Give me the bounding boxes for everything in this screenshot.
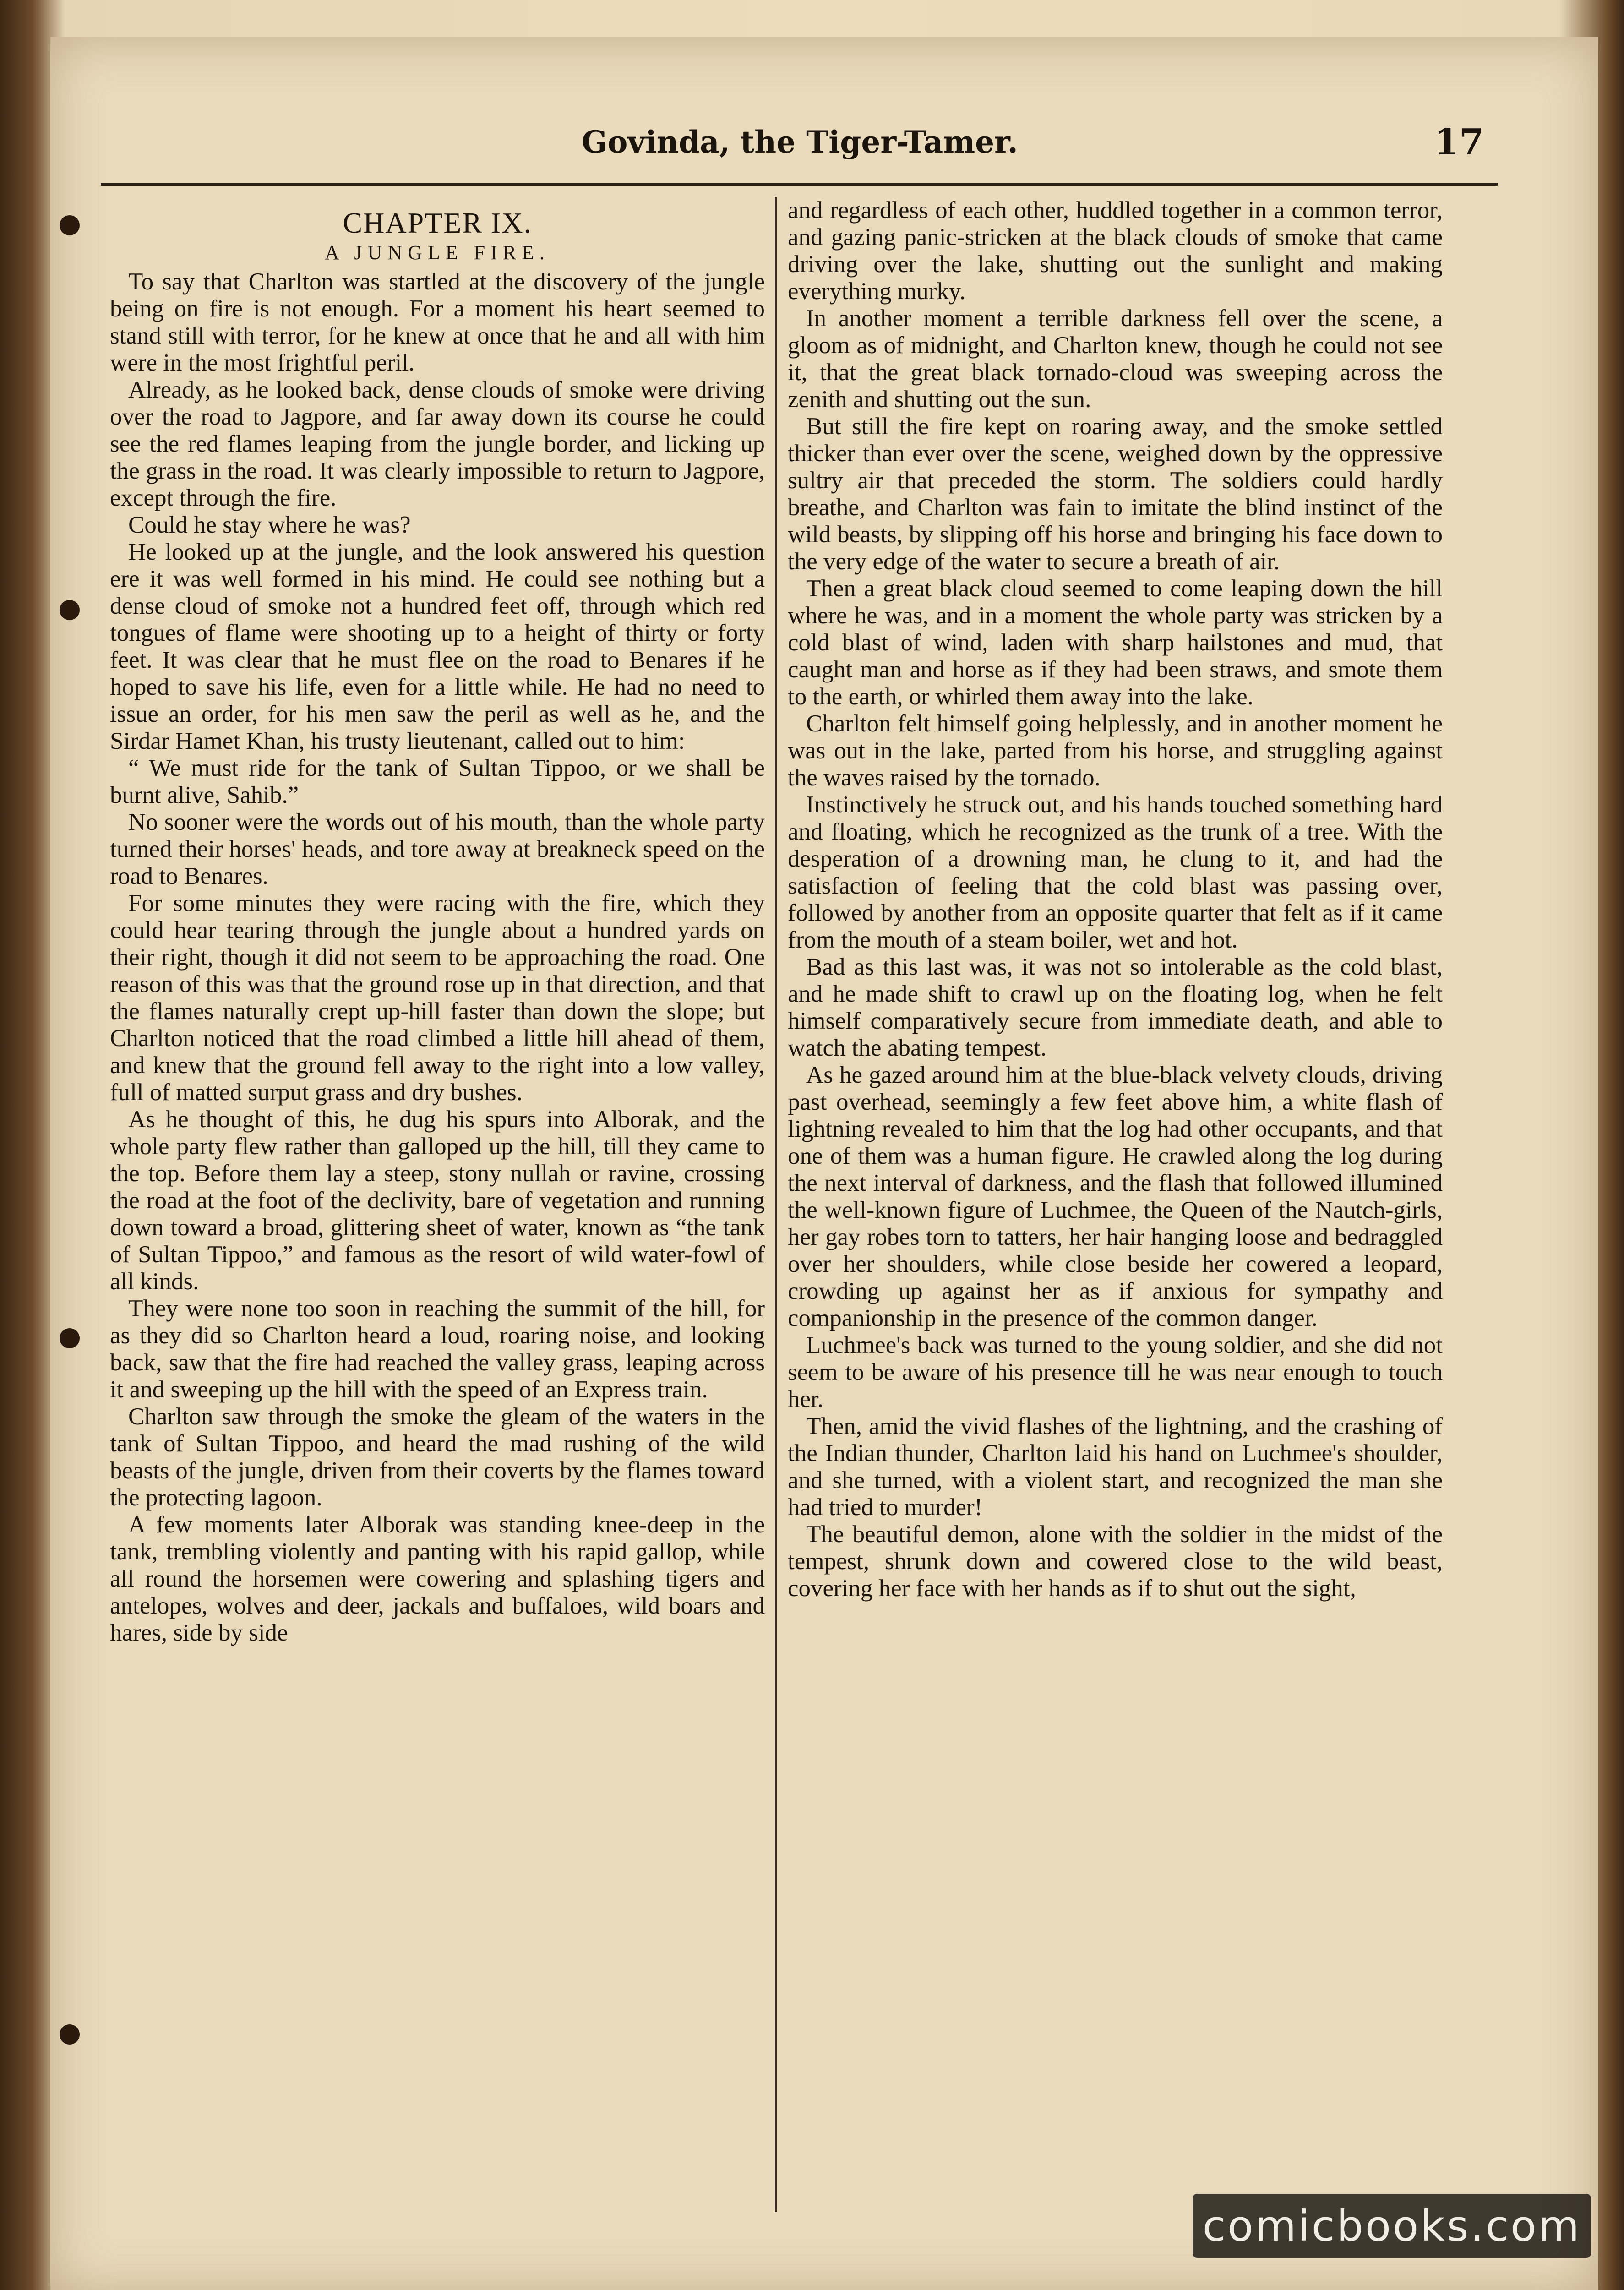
- header-rule: [101, 183, 1498, 186]
- paragraph: In another moment a terrible darkness fell over the scene, a gloom as of midnight, and Charlton knew, though he could not see it, that the great black tornado-cloud was sweeping across the zenith and shutting out the sun.: [788, 305, 1443, 413]
- page-number: 17: [1434, 121, 1484, 163]
- binding-hole: [60, 2024, 80, 2045]
- chapter-title: CHAPTER IX.: [343, 207, 532, 239]
- running-header: [527, 114, 1488, 169]
- paragraph: Instinctively he struck out, and his hands touched something hard and floating, which he recognized as the trunk of a tree. With the desperation of a drowning man, he clung to it, and had the satisfaction of feeling that the cold blast was passing over, followed by another from an opposite quarter that felt as if it came from the mouth of a steam boiler, wet and hot.: [788, 791, 1443, 953]
- paragraph: Then, amid the vivid flashes of the lightning, and the crashing of the Indian thunder, Charlton laid his hand on Luchmee's shoulder, and she turned, with a violent start, and recognized the man she had tried to murder!: [788, 1413, 1443, 1521]
- paragraph: To say that Charlton was startled at the discovery of the jungle being on fire is not enough. For a moment his heart seemed to stand still with terror, for he knew at once that he and all with him were in the most frightful peril.: [110, 268, 765, 376]
- column-divider: [775, 197, 777, 2212]
- paragraph: Could he stay where he was?: [128, 512, 411, 538]
- binding-hole: [60, 1328, 80, 1348]
- paragraph: Charlton saw through the smoke the gleam of the waters in the tank of Sultan Tippoo, and heard the mad rushing of the wild beasts of the jungle, driven from their coverts by the flames toward the protecting lagoon.: [110, 1403, 765, 1511]
- paragraph: and regardless of each other, huddled together in a common terror, and gazing panic-stricken at the black clouds of smoke that came driving over the lake, shutting out the sunlight and making everything murky.: [788, 197, 1443, 305]
- paragraph: Already, as he looked back, dense clouds of smoke were driving over the road to Jagpore, and far away down its course he could see the red flames leaping from the jungle border, and licking up the grass in the road. It was clearly impossible to return to Jagpore, except through the fire.: [110, 376, 765, 511]
- running-title: Govinda, the Tiger-Tamer.: [582, 124, 1018, 160]
- paragraph: They were none too soon in reaching the summit of the hill, for as they did so Charlton heard a loud, roaring noise, and looking back, saw that the fire had reached the valley grass, leaping across it and sweeping up the hill with the speed of an Express train.: [110, 1295, 765, 1403]
- paragraph: As he gazed around him at the blue-black velvety clouds, driving past overhead, seemingly a few feet above him, a white flash of lightning revealed to him that the log had other occupants, and that one of them was a human figure. He crawled along the log during the next interval of darkness, and the flash that followed illumined the well-known figure of Luchmee, the Queen of the Nautch-girls, her gay robes torn to tatters, her hair hanging loose and bedraggled over her shoulders, while close beside her cowered a leopard, crowding up against her as if anxious for sympathy and companionship in the presence of the common danger.: [788, 1062, 1443, 1331]
- paragraph: The beautiful demon, alone with the soldier in the midst of the tempest, shrunk down and cowered close to the wild beast, covering her face with her hands as if to shut out the sight,: [788, 1521, 1443, 1602]
- paragraph: A few moments later Alborak was standing knee-deep in the tank, trembling violently and panting with his rapid gallop, while all round the horsemen were cowering and splashing tigers and antelopes, wolves and deer, jackals and buffaloes, wild boars and hares, side by side: [110, 1511, 765, 1646]
- paragraph: As he thought of this, he dug his spurs into Alborak, and the whole party flew rather than galloped up the hill, till they came to the top. Before them lay a steep, stony nullah or ravine, crossing the road at the foot of the declivity, bare of vegetation and running down toward a broad, glittering sheet of water, known as “the tank of Sultan Tippoo,” and famous as the resort of wild water-fowl of all kinds.: [110, 1106, 765, 1295]
- paragraph: Luchmee's back was turned to the young soldier, and she did not seem to be aware of his presence till he was near enough to touch her.: [788, 1332, 1443, 1412]
- paragraph: Then a great black cloud seemed to come leaping down the hill where he was, and in a moment the whole party was stricken by a cold blast of wind, laden with sharp hailstones and mud, that caught man and horse as if they had been straws, and smote them to the earth, or whirled them away into the lake.: [788, 575, 1443, 710]
- binding-hole: [60, 600, 80, 620]
- chapter-subtitle: A JUNGLE FIRE.: [325, 241, 550, 264]
- paragraph: “ We must ride for the tank of Sultan Tippoo, or we shall be burnt alive, Sahib.”: [110, 755, 765, 808]
- paragraph: Bad as this last was, it was not so intolerable as the cold blast, and he made shift to crawl up on the floating log, when he felt himself comparatively secure from immediate death, and able to watch the abating tempest.: [788, 954, 1443, 1061]
- paragraph: No sooner were the words out of his mouth, than the whole party turned their horses' heads, and tore away at breakneck speed on the road to Benares.: [110, 809, 765, 889]
- left-column: [110, 197, 765, 1647]
- site-watermark: comicbooks.com: [1193, 2194, 1591, 2258]
- binding-holes: [60, 37, 87, 2290]
- paragraph: For some minutes they were racing with the fire, which they could hear tearing through the jungle about a hundred yards on their right, though it did not seem to be approaching the road. One reason of this was that the ground rose up in that direction, and that the flames naturally crept up-hill faster than down the slope; but Charlton noticed that the road climbed a little hill ahead of them, and knew that the ground fell away to the right into a low valley, full of matted surput grass and dry bushes.: [110, 890, 765, 1106]
- paragraph: But still the fire kept on roaring away, and the smoke settled thicker than ever over the scene, weighed down by the oppressive sultry air that preceded the storm. The soldiers could hardly breathe, and Charlton was fain to imitate the blind instinct of the wild beasts, by slipping off his horse and bringing his face down to the very edge of the water to secure a breath of air.: [788, 413, 1443, 575]
- binding-hole: [60, 215, 80, 235]
- right-column: [788, 197, 1443, 1602]
- paragraph: Charlton felt himself going helplessly, and in another moment he was out in the lake, parted from his horse, and struggling against the waves raised by the tornado.: [788, 710, 1443, 791]
- paragraph: He looked up at the jungle, and the look answered his question ere it was well formed in his mind. He could see nothing but a dense cloud of smoke not a hundred feet off, through which red tongues of flame were shooting up to a height of thirty or forty feet. It was clear that he must flee on the road to Benares if he hoped to save his life, even for a little while. He had no need to issue an order, for his men saw the peril as well as he, and the Sirdar Hamet Khan, his trusty lieutenant, called out to him:: [110, 539, 765, 754]
